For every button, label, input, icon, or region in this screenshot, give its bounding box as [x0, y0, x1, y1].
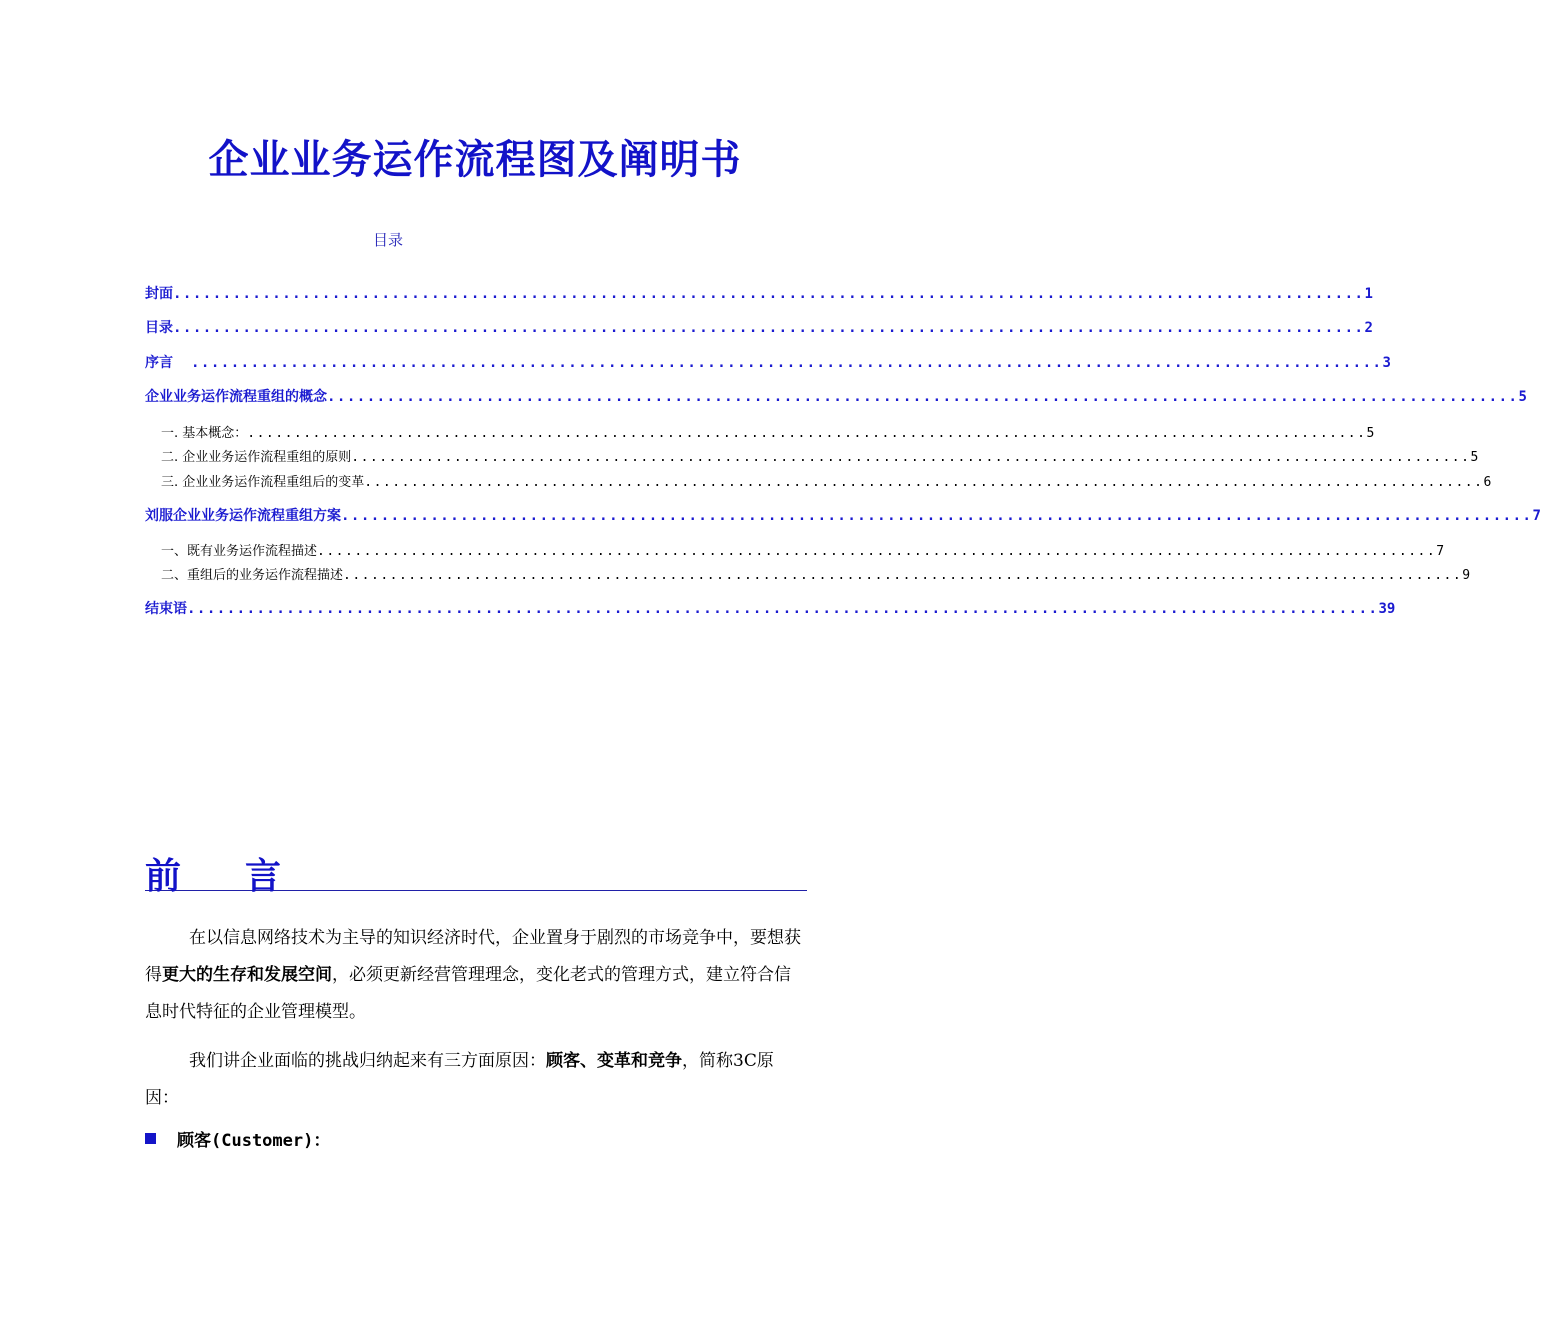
- toc-entry-page: 5: [1366, 426, 1375, 441]
- toc-entry-page: 7: [1532, 508, 1541, 524]
- toc-entry-page: 6: [1483, 475, 1492, 490]
- document-title: 企业业务运作流程图及阐明书: [208, 136, 742, 183]
- toc-entry-page: 9: [1462, 568, 1471, 583]
- toc-entry-page: 2: [1364, 320, 1373, 336]
- toc-entry-label: 一、既有业务运作流程描述: [161, 544, 318, 559]
- toc-heading: 目录: [373, 231, 404, 249]
- preface-paragraph-2: [145, 1043, 807, 1117]
- toc-entry-page: 39: [1378, 601, 1396, 617]
- preface-heading-char-1: 前: [145, 855, 182, 897]
- toc-entry-label: 一. 基本概念：: [161, 426, 248, 441]
- toc-entry-label: 刘服企业业务运作流程重组方案: [145, 508, 341, 524]
- toc-entry-contents[interactable]: [145, 317, 1373, 337]
- preface-heading: [145, 848, 807, 897]
- toc-subentry-existing-process[interactable]: [161, 540, 1445, 559]
- toc-leader-dots: ........................................................................................................................: [341, 508, 1533, 524]
- paragraph-text: ，简称3C原因：: [145, 1051, 774, 1108]
- toc-subentry-principles[interactable]: [161, 446, 1479, 465]
- preface-paragraph-1: [145, 920, 807, 1031]
- toc-entry-plan[interactable]: [145, 505, 1541, 525]
- toc-entry-page: 1: [1364, 286, 1373, 302]
- toc-entry-page: 3: [1382, 355, 1391, 371]
- toc-entry-label: 三. 企业业务运作流程重组后的变革: [161, 475, 365, 490]
- paragraph-text: ，必须更新经营管理理念，变化老式的管理方式，建立符合信息时代特征的企业管理模型。: [145, 965, 791, 1022]
- preface-heading-char-2: 言: [245, 855, 282, 897]
- toc-leader-dots: ........................................................................................................................: [187, 601, 1379, 617]
- toc-subentry-changes[interactable]: [161, 471, 1492, 490]
- bullet-text: 顾客(Customer)：: [177, 1130, 331, 1151]
- toc-leader-dots: ........................................................................................................................: [247, 426, 1367, 441]
- toc-leader-dots: ........................................................................................................................: [327, 389, 1519, 405]
- toc-entry-page: 5: [1518, 389, 1527, 405]
- toc-entry-label: 封面: [145, 286, 173, 302]
- square-bullet-icon: [145, 1133, 156, 1144]
- emphasis-text: 更大的生存和发展空间: [162, 965, 332, 985]
- toc-entry-concept[interactable]: [145, 386, 1527, 406]
- toc-leader-dots: ........................................................................................................................: [173, 286, 1365, 302]
- toc-entry-page: 5: [1470, 450, 1479, 465]
- toc-leader-dots: ........................................................................................................................: [351, 450, 1471, 465]
- paragraph-text: 我们讲企业面临的挑战归纳起来有三方面原因：: [189, 1051, 546, 1071]
- toc-entry-label: 企业业务运作流程重组的概念: [145, 389, 327, 405]
- bullet-item-customer: [145, 1126, 330, 1150]
- toc-entry-cover[interactable]: [145, 283, 1373, 303]
- toc-entry-page: 7: [1436, 544, 1445, 559]
- toc-leader-dots: ........................................................................................................................: [317, 544, 1437, 559]
- toc-leader-dots: ........................................................................................................................: [364, 475, 1484, 490]
- toc-entry-label: 二、重组后的业务运作流程描述: [161, 568, 344, 583]
- toc-entry-label: 二. 企业业务运作流程重组的原则: [161, 450, 352, 465]
- toc-subentry-basic-concept[interactable]: [161, 422, 1375, 441]
- toc-entry-conclusion[interactable]: [145, 598, 1396, 618]
- toc-entry-preface[interactable]: [145, 352, 1391, 372]
- toc-leader-dots: ........................................................................................................................: [191, 355, 1383, 371]
- toc-subentry-new-process[interactable]: [161, 564, 1471, 583]
- toc-entry-label: 目录: [145, 320, 173, 336]
- paragraph-text: 在以信息网络技术为主导的知识经济时代，企业置身于剧烈的市场竞争中，要想获得: [145, 928, 801, 985]
- toc-entry-label: 结束语: [145, 601, 187, 617]
- toc-leader-dots: ........................................................................................................................: [173, 320, 1365, 336]
- toc-entry-label: 序言: [145, 355, 173, 371]
- toc-leader-dots: ........................................................................................................................: [343, 568, 1463, 583]
- emphasis-text: 顾客、变革和竞争: [546, 1051, 682, 1071]
